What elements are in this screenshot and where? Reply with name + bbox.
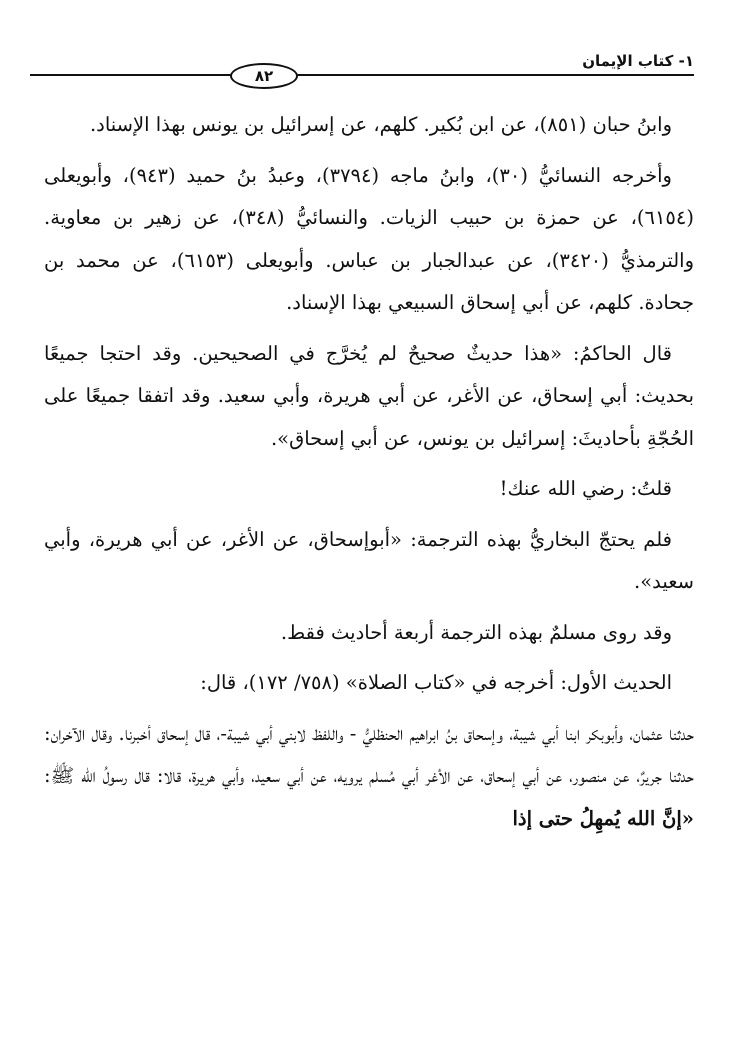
paragraph-8 [44, 713, 694, 841]
page-header [30, 44, 694, 84]
paragraph-6: وقد روى مسلمٌ بهذه الترجمة أربعة أحاديث فقط. [280, 620, 672, 644]
paragraph-4: قلتُ: رضي الله عنك! [499, 477, 672, 500]
header-rule [30, 74, 694, 76]
paragraph-1: وابنُ حبان (٨٥١)، عن ابن بُكير. كلهم، عن إسرائيل بن يونس بهذا الإسناد. [89, 113, 672, 136]
chapter-title: ١- كتاب الإيمان [582, 52, 694, 70]
paragraph-7: الحديث الأول: أخرجه في «كتاب الصلاة» (٧٥٨/ ١٧٢)، قال: [200, 671, 672, 694]
hadith-chain-text: حدثنا عثمان، وأبوبكر ابنا أبي شيبة، وإسحاق بنُ ابراهيم الحنظليُّ - واللفظ لابني أبي شيبة-، قال إسحاق أخبرنا. وقال الآخران: حدثنا جريرٌ، عن منصور، عن أبي إسحاق، عن الأغر أبي مُسلم يرويه، عن أبي سعيد، وأبي هريرة، قالا: قال رسولُ الله ﷺ: [44, 721, 694, 787]
paragraph-2: وأخرجه النسائيُّ (٣٠)، وابنُ ماجه (٣٧٩٤)، وعبدُ بنُ حميد (٩٤٣)، وأبويعلى (٦١٥٤)، عن حمزة بن حبيب الزيات. والنسائيُّ (٣٤٨)، عن زهير بن معاوية. والترمذيُّ (٣٤٢٠)، عن عبدالجبار بن عباس. وأبويعلى (٦١٥٣)، عن محمد بن جحادة. كلهم، عن أبي إسحاق السبيعي بهذا الإسناد. [44, 163, 694, 314]
paragraph-3: قال الحاكمُ: «هذا حديثٌ صحيحٌ لم يُخرَّج في الصحيحين. وقد احتجا جميعًا بحديث: أبي إسحاق، عن الأغر، عن أبي هريرة، وأبي سعيد. وقد اتفقا جميعًا على الحُجّةِ بأحاديثَ: إسرائيل بن يونس، عن أبي إسحاق». [44, 341, 694, 450]
hadith-quote-bold: «إنَّ الله يُمهِلُ حتى إذا [512, 806, 694, 830]
paragraph-5: فلم يحتجّ البخاريُّ بهذه الترجمة: «أبوإسحاق، عن الأغر، عن أبي هريرة، وأبي سعيد». [44, 527, 694, 593]
page-body [44, 104, 694, 848]
page-number: ٨٢ [230, 63, 298, 89]
